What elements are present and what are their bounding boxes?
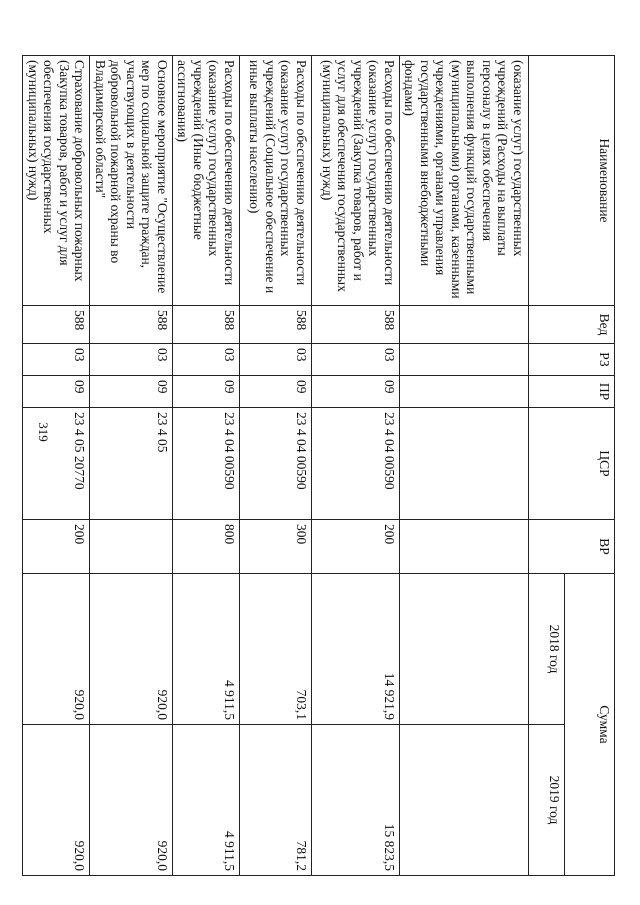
row-sum-2018: 4 911,5 — [173, 574, 240, 725]
row-sum-2019: 4 911,5 — [173, 725, 240, 876]
row-vr: 200 — [23, 520, 90, 574]
header-year-2019: 2019 год — [529, 725, 565, 876]
row-rz — [400, 344, 529, 376]
row-vr: 200 — [312, 520, 400, 574]
row-name: Страхование добровольных пожарных (Закупка товаров, работ и услуг для обеспечения государственных (муниципальных) нужд) — [23, 56, 90, 306]
row-sum-2018: 14 921,9 — [312, 574, 400, 725]
row-csr: 23 4 05 20770 — [23, 408, 90, 520]
row-ved: 588 — [23, 306, 90, 344]
header-csr: ЦСР — [529, 408, 615, 520]
budget-table — [23, 55, 616, 876]
row-rz: 03 — [90, 344, 173, 376]
row-pr: 09 — [90, 376, 173, 408]
row-csr: 23 4 04 00590 — [173, 408, 240, 520]
header-year-2018: 2018 год — [529, 574, 565, 725]
header-pr: ПР — [529, 376, 615, 408]
row-pr: 09 — [173, 376, 240, 408]
row-sum-2019 — [400, 725, 529, 876]
row-sum-2019: 920,0 — [90, 725, 173, 876]
header-name: Наименование — [529, 56, 615, 306]
table-row — [173, 56, 240, 876]
page-number: 319 — [36, 422, 51, 442]
row-sum-2018 — [400, 574, 529, 725]
row-rz: 03 — [23, 344, 90, 376]
row-sum-2018: 703,1 — [240, 574, 312, 725]
row-sum-2019: 781,2 — [240, 725, 312, 876]
row-name: Расходы по обеспечению деятельности (оказание услуг) государственных учреждений (Социальное обеспечение и иные выплаты населению) — [240, 56, 312, 306]
row-csr: 23 4 04 00590 — [312, 408, 400, 520]
table-row — [312, 56, 400, 876]
row-ved: 588 — [90, 306, 173, 344]
row-name: (оказание услуг) государственных учреждений (Расходы на выплаты персоналу в целях обеспечения выполнения функций государственными (муниципальными) органами, казенными учреждениями, органами управления государственными внебюджетными фондами) — [400, 56, 529, 306]
row-ved: 588 — [173, 306, 240, 344]
table-row — [90, 56, 173, 876]
row-sum-2019: 15 823,5 — [312, 725, 400, 876]
row-rz: 03 — [240, 344, 312, 376]
row-csr: 23 4 04 00590 — [240, 408, 312, 520]
header-rz: РЗ — [529, 344, 615, 376]
row-ved — [400, 306, 529, 344]
header-ved: Вед — [529, 306, 615, 344]
row-pr: 09 — [23, 376, 90, 408]
row-vr — [90, 520, 173, 574]
row-pr: 09 — [240, 376, 312, 408]
row-pr: 09 — [312, 376, 400, 408]
table-row — [23, 56, 90, 876]
header-vr: ВР — [529, 520, 615, 574]
row-ved: 588 — [312, 306, 400, 344]
row-vr — [400, 520, 529, 574]
row-vr: 300 — [240, 520, 312, 574]
row-rz: 03 — [173, 344, 240, 376]
row-csr — [400, 408, 529, 520]
row-sum-2019: 920,0 — [23, 725, 90, 876]
row-pr — [400, 376, 529, 408]
row-name: Расходы по обеспечению деятельности (оказание услуг) государственных учреждений (Иные бюджетные ассигнования) — [173, 56, 240, 306]
row-csr: 23 4 05 — [90, 408, 173, 520]
table-row — [240, 56, 312, 876]
row-name: Расходы по обеспечению деятельности (оказание услуг) государственных учреждений (Закупка товаров, работ и услуг для обеспечения государственных (муниципальных) нужд) — [312, 56, 400, 306]
header-sum: Сумма — [565, 574, 615, 876]
row-sum-2018: 920,0 — [23, 574, 90, 725]
row-rz: 03 — [312, 344, 400, 376]
row-vr: 800 — [173, 520, 240, 574]
row-name: Основное мероприятие "Осуществление мер по социальной защите граждан, участвующих в деятельности добровольной пожарной охраны во Владимирской области" — [90, 56, 173, 306]
row-sum-2018: 920,0 — [90, 574, 173, 725]
row-ved: 588 — [240, 306, 312, 344]
table-row — [400, 56, 529, 876]
